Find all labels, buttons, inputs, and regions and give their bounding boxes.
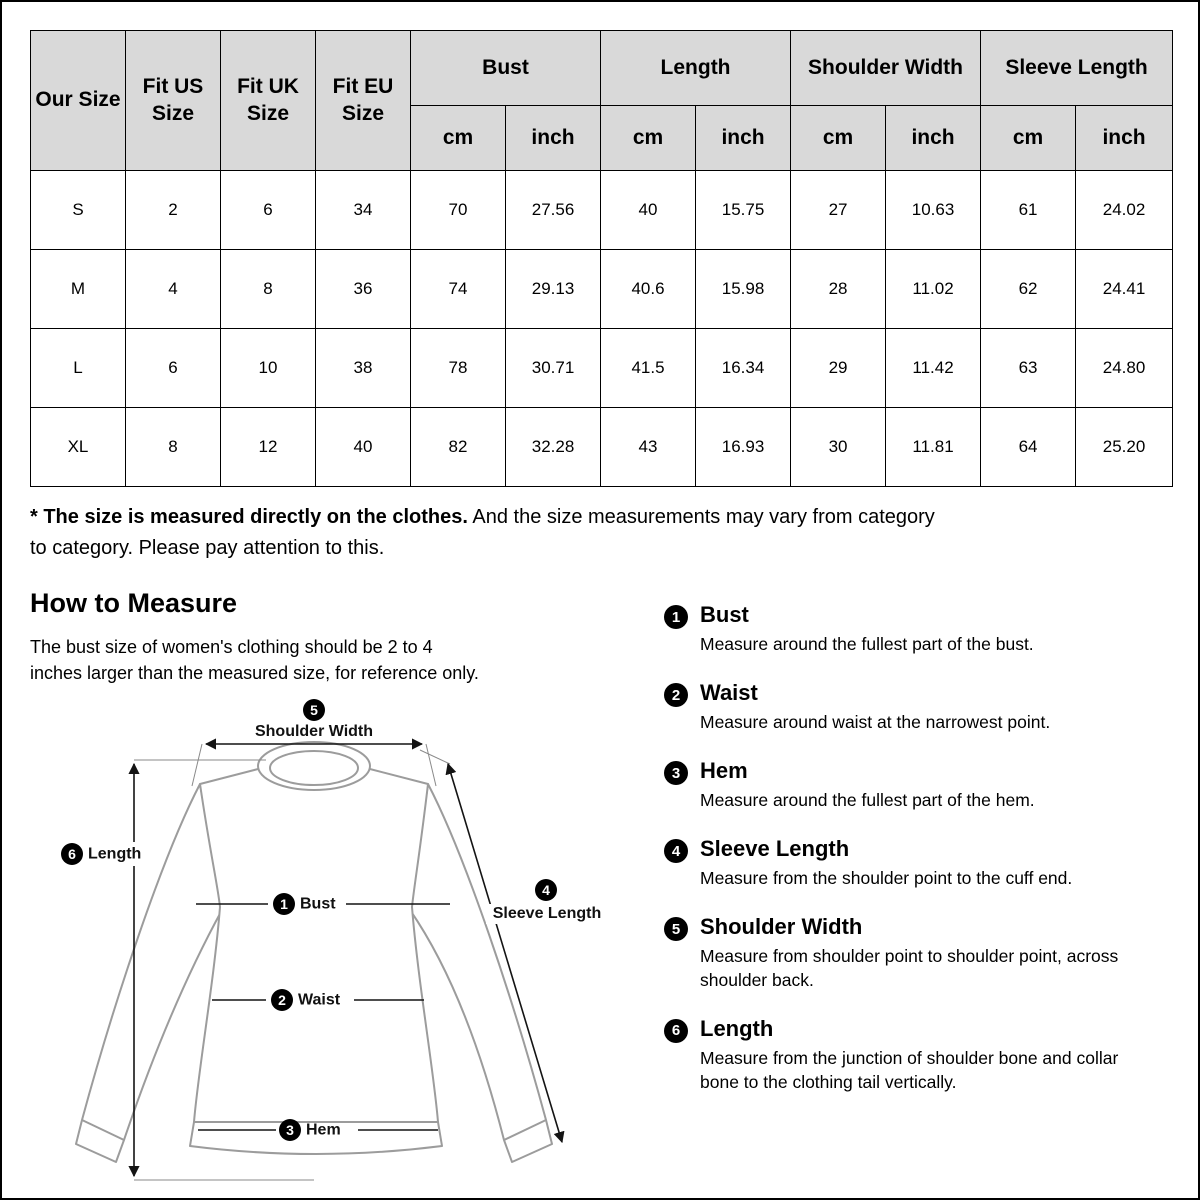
size-cell: 27 [791,171,886,250]
sweater-measurement-diagram [14,692,644,1200]
unit-header: inch [696,106,791,171]
size-cell: 30 [791,408,886,487]
length-label: Length [88,845,142,863]
column-group-bust: Bust [411,31,601,106]
definition-number: 4 [664,839,688,863]
column-group-shoulder-width: Shoulder Width [791,31,981,106]
definition-sleeve-length [664,836,1192,891]
definition-desc: Measure from the shoulder point to the cuff end. [700,868,1073,889]
size-cell: 32.28 [506,408,601,487]
definition-number: 6 [664,1019,688,1043]
size-cell: 64 [981,408,1076,487]
definition-number: 5 [664,917,688,941]
how-to-measure-subtitle: The bust size of women's clothing should be 2 to 4 inches larger than the measured size, for reference only. [30,637,479,684]
size-cell: 74 [411,250,506,329]
size-cell: S [31,171,126,250]
unit-header: cm [981,106,1076,171]
size-cell: 4 [126,250,221,329]
hem-label: Hem [306,1121,341,1139]
size-cell: 78 [411,329,506,408]
note-bold-text: * The size is measured directly on the clothes. [30,506,468,528]
size-cell: 24.02 [1076,171,1173,250]
size-cell: 11.02 [886,250,981,329]
definition-desc: Measure around the fullest part of the hem. [700,790,1035,811]
size-cell: 62 [981,250,1076,329]
size-cell: 34 [316,171,411,250]
size-cell: 6 [221,171,316,250]
size-cell: 8 [126,408,221,487]
unit-header: cm [411,106,506,171]
size-cell: 25.20 [1076,408,1173,487]
waist-number: 2 [278,992,286,1008]
sweater-diagram-svg [14,692,644,1197]
unit-header: inch [506,106,601,171]
bust-number: 1 [280,896,288,912]
note-rest-text: And the size measurements may vary from category to category. Please pay attention to this. [30,506,935,559]
definition-term: Waist [700,680,758,706]
size-chart-table [30,30,1173,487]
table-row-m [31,250,1173,329]
definition-desc: Measure around waist at the narrowest point. [700,712,1051,733]
definition-number: 3 [664,761,688,785]
unit-header: cm [791,106,886,171]
size-cell: 43 [601,408,696,487]
unit-header: inch [1076,106,1173,171]
column-group-length: Length [601,31,791,106]
size-cell: 28 [791,250,886,329]
size-cell: 11.81 [886,408,981,487]
size-cell: 63 [981,329,1076,408]
size-cell: 6 [126,329,221,408]
size-cell: 38 [316,329,411,408]
size-cell: 30.71 [506,329,601,408]
size-cell: 10 [221,329,316,408]
size-cell: 36 [316,250,411,329]
definition-term: Hem [700,758,748,784]
size-cell: 27.56 [506,171,601,250]
waist-label: Waist [298,991,341,1009]
sweater-body [190,768,442,1154]
size-cell: 15.75 [696,171,791,250]
size-cell: 29.13 [506,250,601,329]
definition-number: 2 [664,683,688,707]
definition-desc: Measure from the junction of shoulder bone and collar bone to the clothing tail vertically. [700,1048,1119,1092]
definition-shoulder-width [664,914,1192,993]
bust-label: Bust [300,895,336,913]
column-group-sleeve-length: Sleeve Length [981,31,1173,106]
size-cell: XL [31,408,126,487]
size-cell: 40 [316,408,411,487]
measurement-definitions [664,602,1192,1117]
column-header-our-size: Our Size [31,31,126,171]
sleeve-length-label: Sleeve Length [492,905,602,922]
size-cell: 24.41 [1076,250,1173,329]
size-cell: 24.80 [1076,329,1173,408]
size-cell: 2 [126,171,221,250]
definition-term: Bust [700,602,749,627]
column-header-us-size: Fit US Size [126,31,221,171]
how-to-measure-title: How to Measure [30,588,238,618]
definition-bust [664,602,1192,657]
definition-number: 1 [664,605,688,629]
unit-header: inch [886,106,981,171]
size-cell: M [31,250,126,329]
size-cell: 16.93 [696,408,791,487]
length-number: 6 [68,846,76,862]
size-cell: 12 [221,408,316,487]
size-cell: 10.63 [886,171,981,250]
sleeve-length-number: 4 [542,882,550,898]
size-cell: 61 [981,171,1076,250]
definition-term: Length [700,1015,774,1041]
size-cell: 40.6 [601,250,696,329]
definition-waist [664,680,1192,735]
size-cell: 70 [411,171,506,250]
hem-number: 3 [286,1122,294,1138]
unit-header: cm [601,106,696,171]
table-row-s [31,171,1173,250]
sweater-collar [258,742,370,790]
size-cell: 41.5 [601,329,696,408]
size-cell: L [31,329,126,408]
table-row-l [31,329,1173,408]
size-cell: 15.98 [696,250,791,329]
shoulder-width-number: 5 [310,702,318,718]
shoulder-width-label: Shoulder Width [254,723,374,740]
definition-term: Sleeve Length [700,836,850,862]
measurement-note [30,502,935,564]
definition-term: Shoulder Width [700,914,863,940]
definition-desc: Measure around the fullest part of the bust. [700,634,1034,655]
table-row-xl [31,408,1173,487]
size-cell: 29 [791,329,886,408]
size-cell: 40 [601,171,696,250]
size-cell: 8 [221,250,316,329]
size-cell: 16.34 [696,329,791,408]
size-cell: 82 [411,408,506,487]
definition-length [664,1016,1192,1095]
size-cell: 11.42 [886,329,981,408]
column-header-uk-size: Fit UK Size [221,31,316,171]
definition-desc: Measure from shoulder point to shoulder point, across shoulder back. [700,946,1119,991]
definition-hem [664,758,1192,813]
column-header-eu-size: Fit EU Size [316,31,411,171]
